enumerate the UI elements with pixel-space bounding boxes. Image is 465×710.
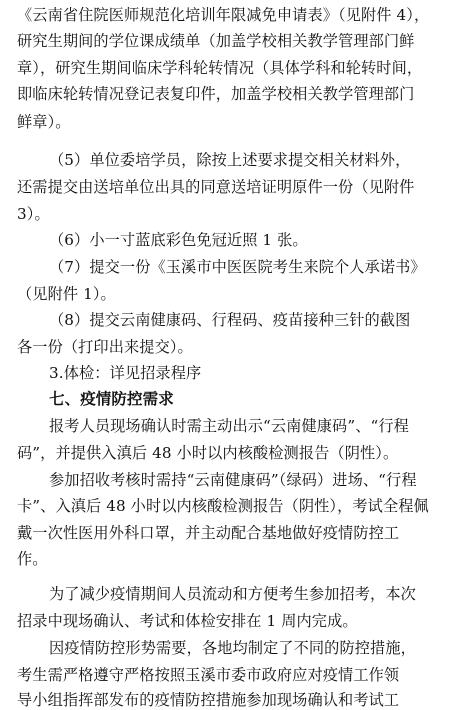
text-line: 作。 [17,550,48,568]
text-line: 报考人员现场确认时需主动出示“云南健康码”、“行程 [49,417,409,435]
text-line: （5）单位委培学员，除按上述要求提交相关材料外， [49,151,411,169]
text-line: 码”，并提供入滇后 48 小时以内核酸检测报告（阴性）。 [17,444,399,462]
text-line: 戴一次性医用外科口罩，并主动配合基地做好疫情防控工 [17,524,400,542]
text-line: （7）提交一份《玉溪市中医医院考生来院个人承诺书》 [49,258,426,276]
text-line: 3）。 [17,205,50,223]
text-line: 3.体检：详见招录程序 [49,364,202,382]
text-line: 卡”、入滇后 48 小时以内核酸检测报告（阴性），考试全程佩 [17,497,429,515]
text-line: 参加招收考核时需持“云南健康码”（绿码）进场、“行程 [49,471,417,489]
text-line: 为了减少疫情期间人员流动和方便考生参加招考，本次 [49,585,416,603]
text-line: 因疫情防控形势需要，各地均制定了不同的防控措施， [49,639,416,657]
text-line: 招录中现场确认、考试和体检安排在 1 周内完成。 [17,612,358,630]
text-line: 《云南省住院医师规范化培训年限减免申请表》（见附件 4）， [17,6,430,24]
text-line: 章），研究生期间临床学科轮转情况（具体学科和轮转时间， [17,59,423,77]
text-line: 考生需严格遵守严格按照玉溪市委市政府应对疫情工作领 [17,666,400,684]
text-line: （6）小一寸蓝底彩色免冠近照 1 张。 [49,231,308,249]
text-line: （8）提交云南健康码、行程码、疫苗接种三针的截图 [49,311,411,329]
section-heading: 七、疫情防控需求 [49,390,174,408]
text-line: （见附件 1）。 [17,285,116,303]
text-line: 研究生期间的学位课成绩单（加盖学校相关教学管理部门鲜 [17,32,415,50]
text-line: 各一份（打印出来提交）。 [17,338,193,356]
text-line: 鲜章）。 [17,113,71,131]
text-line: 还需提交由送培单位出具的同意送培证明原件一份（见附件 [17,178,415,196]
text-line: 导小组指挥部发布的疫情防控措施参加现场确认和考试工 [17,691,400,709]
text-line: 即临床轮转情况登记表复印件，加盖学校相关教学管理部门 [17,85,415,103]
